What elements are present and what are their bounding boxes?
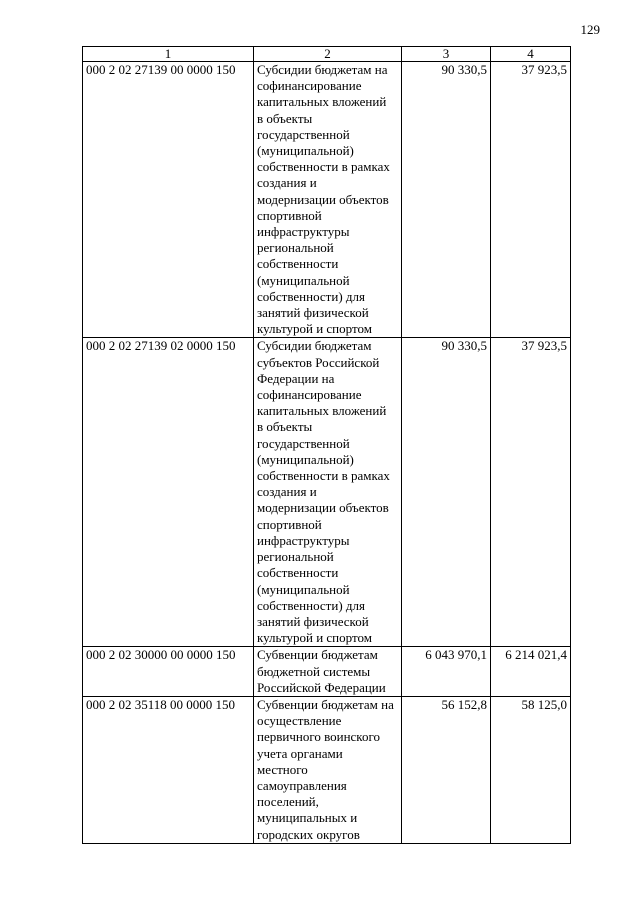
description-line: софинансирование [257, 387, 362, 403]
description-line: инфраструктуры [257, 224, 350, 240]
description-line: муниципальных и [257, 810, 358, 826]
value-col-4-cell: 37 923,5 [491, 338, 571, 647]
description-line: создания и [257, 175, 317, 191]
description-cell [254, 62, 402, 338]
description-cell [254, 647, 402, 697]
header-col-4: 4 [491, 47, 571, 62]
description-line: субъектов Российской [257, 354, 380, 370]
description-line: в объекты [257, 110, 313, 126]
table-body [83, 62, 571, 844]
description-line: собственности [257, 256, 339, 272]
value-col-4-cell: 6 214 021,4 [491, 647, 571, 697]
table-row [83, 696, 571, 843]
header-col-1: 1 [83, 47, 254, 62]
table-row [83, 338, 571, 647]
description-line: собственности в рамках [257, 468, 390, 484]
description-line: Российской Федерации [257, 679, 386, 695]
description-line: региональной [257, 549, 334, 565]
description-line: (муниципальной) [257, 143, 354, 159]
budget-code-cell: 000 2 02 35118 00 0000 150 [83, 696, 254, 843]
description-line: учета органами [257, 745, 343, 761]
description-line: государственной [257, 435, 350, 451]
description-line: государственной [257, 126, 350, 142]
budget-code-cell: 000 2 02 27139 02 0000 150 [83, 338, 254, 647]
header-col-2: 2 [254, 47, 402, 62]
budget-code-cell: 000 2 02 27139 00 0000 150 [83, 62, 254, 338]
table-row [83, 647, 571, 697]
description-line: осуществление [257, 713, 342, 729]
table-row [83, 62, 571, 338]
budget-code-cell: 000 2 02 30000 00 0000 150 [83, 647, 254, 697]
description-line: собственности) для [257, 597, 365, 613]
description-line: местного [257, 761, 308, 777]
description-line: софинансирование [257, 78, 362, 94]
header-col-3: 3 [402, 47, 491, 62]
table-header-row [83, 47, 571, 62]
description-line: собственности в рамках [257, 159, 390, 175]
value-col-3-cell: 90 330,5 [402, 62, 491, 338]
value-col-3-cell: 6 043 970,1 [402, 647, 491, 697]
description-line: городских округов [257, 826, 360, 842]
description-line: модернизации объектов [257, 191, 389, 207]
description-line: поселений, [257, 794, 319, 810]
description-line: занятий физической [257, 305, 369, 321]
value-col-3-cell: 56 152,8 [402, 696, 491, 843]
description-cell [254, 696, 402, 843]
description-line: Субсидии бюджетам [257, 338, 372, 354]
description-line: (муниципальной [257, 272, 350, 288]
description-line: модернизации объектов [257, 500, 389, 516]
description-line: Субвенции бюджетам [257, 647, 378, 663]
description-line: спортивной [257, 516, 322, 532]
description-line: самоуправления [257, 777, 347, 793]
description-line: (муниципальной) [257, 451, 354, 467]
description-line: спортивной [257, 207, 322, 223]
description-line: инфраструктуры [257, 532, 350, 548]
description-line: собственности [257, 565, 339, 581]
description-line: Субсидии бюджетам на [257, 62, 388, 77]
description-line: занятий физической [257, 613, 369, 629]
description-line: культурой и спортом [257, 321, 372, 337]
value-col-3-cell: 90 330,5 [402, 338, 491, 647]
page-number: 129 [580, 22, 600, 37]
description-line: (муниципальной [257, 581, 350, 597]
value-col-4-cell: 37 923,5 [491, 62, 571, 338]
description-line: бюджетной системы [257, 663, 371, 679]
description-line: собственности) для [257, 288, 365, 304]
value-col-4-cell: 58 125,0 [491, 696, 571, 843]
description-line: первичного воинского [257, 729, 380, 745]
description-line: культурой и спортом [257, 630, 372, 646]
budget-table [82, 46, 571, 844]
description-line: Субвенции бюджетам на [257, 696, 394, 712]
description-line: Федерации на [257, 370, 335, 386]
description-line: региональной [257, 240, 334, 256]
description-line: создания и [257, 484, 317, 500]
description-line: в объекты [257, 419, 313, 435]
description-cell [254, 338, 402, 647]
description-line: капитальных вложений [257, 94, 387, 110]
description-line: капитальных вложений [257, 403, 387, 419]
